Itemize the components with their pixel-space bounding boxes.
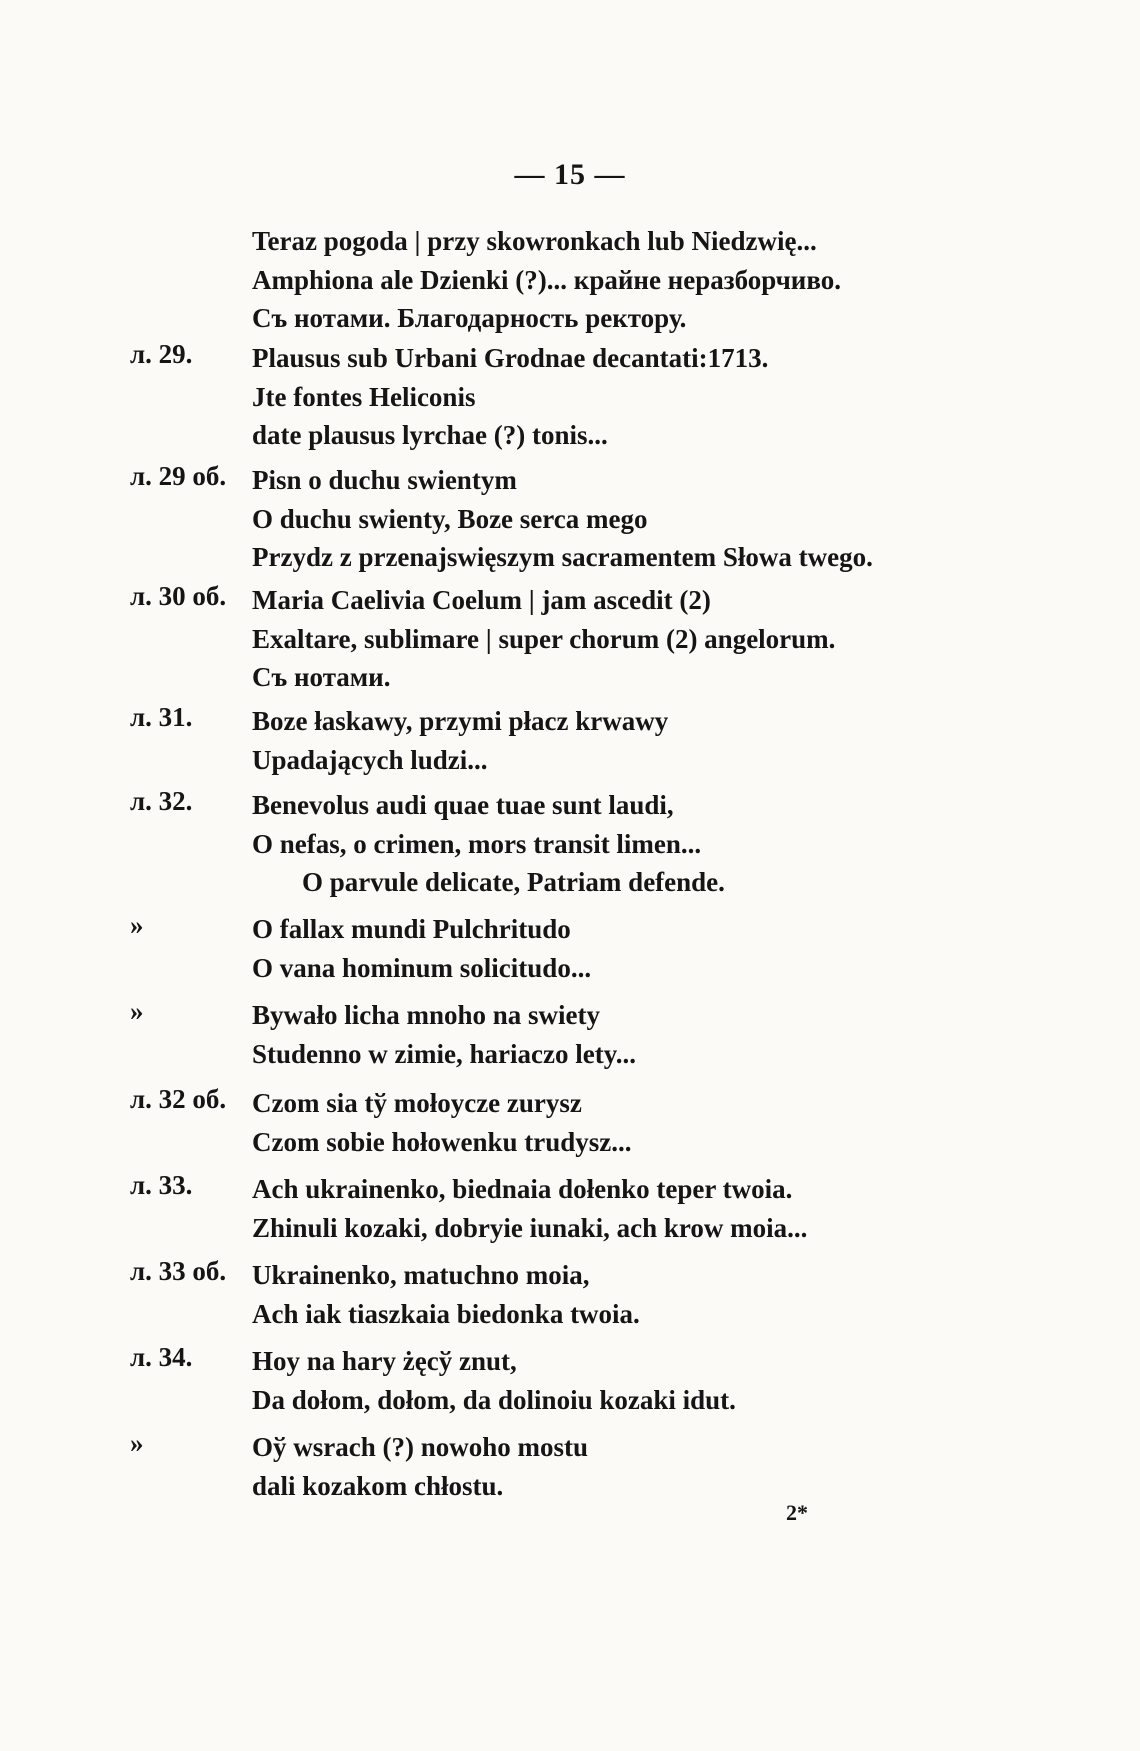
entry-lines: [252, 1256, 1140, 1333]
entry-lines: [252, 1342, 1140, 1419]
entry-lines: [252, 581, 1140, 697]
folio-ref: л. 29.: [130, 339, 193, 369]
entry-line: Hoy na hary żęcў znut,: [252, 1346, 517, 1376]
folio-ref: л. 30 об.: [130, 581, 227, 611]
folio-ref: л. 33 об.: [130, 1256, 227, 1286]
entry-line: O vana hominum solicitudo...: [252, 952, 592, 983]
entry-lines: [252, 1170, 1140, 1247]
entry-line: Jte fontes Heliconis: [252, 381, 476, 412]
folio-ref: л. 33.: [130, 1170, 193, 1200]
entry-lines: [252, 786, 1140, 902]
entry: [0, 910, 1140, 996]
entry: [0, 1256, 1140, 1342]
folio-ref: л. 32 об.: [130, 1084, 227, 1114]
entry: [0, 702, 1140, 786]
entry-line: Upadających ludzi...: [252, 744, 488, 775]
entry-line: Amphiona ale Dzienki (?)... крайне неразборчиво.: [252, 264, 842, 295]
entry-line: Съ нотами. Благодарность ректору.: [252, 303, 687, 333]
entry: [0, 1170, 1140, 1256]
entry: [0, 461, 1140, 581]
entry-line: Ukrainenko, matuchno moia,: [252, 1260, 590, 1290]
entry-lines: [252, 339, 1140, 455]
entry-line: Bywało licha mnoho na swiety: [252, 1000, 601, 1030]
entry-line: O parvule delicate, Patriam defende.: [302, 867, 725, 897]
entry: [0, 1084, 1140, 1170]
entry-line: Maria Caelivia Coelum | jam ascedit (2): [252, 585, 711, 615]
entry-list: [0, 222, 1140, 1514]
entry-lines: [252, 1084, 1140, 1161]
entry-line: Teraz pogoda | przy skowronkach lub Niedzwię...: [252, 226, 817, 256]
entry-line: dali kozakom chłostu.: [252, 1470, 504, 1501]
entry-line: Czom sia tў mołoycze zurysz: [252, 1088, 582, 1118]
entry-line: Przydz z przenajswięszym sacramentem Słowa twego.: [252, 542, 873, 572]
entry: [0, 581, 1140, 702]
ditto-mark: »: [130, 910, 144, 940]
entry-line: Benevolus audi quae tuae sunt laudi,: [252, 790, 674, 820]
entry-lines: [252, 222, 1140, 338]
ditto-mark: »: [130, 1428, 144, 1458]
entry-line: Plausus sub Urbani Grodnae decantati:1713.: [252, 343, 769, 373]
entry: [0, 222, 1140, 339]
entry-line: Exaltare, sublimare | super chorum (2) angelorum.: [252, 623, 836, 654]
entry-line: Boze łaskawy, przymi płacz krwawy: [252, 706, 669, 736]
folio-ref: л. 32.: [130, 786, 193, 816]
entry-lines: [252, 1428, 1140, 1505]
entry-lines: [252, 996, 1140, 1073]
entry: [0, 996, 1140, 1084]
entry-lines: [252, 910, 1140, 987]
entry: [0, 339, 1140, 461]
entry-line: Czom sobie hołowenku trudysz...: [252, 1126, 632, 1157]
entry-line: Pisn o duchu swientym: [252, 465, 517, 495]
folio-ref: л. 29 об.: [130, 461, 227, 491]
entry-line: O nefas, o crimen, mors transit limen...: [252, 828, 702, 859]
folio-ref: л. 31.: [130, 702, 193, 732]
page-number: — 15 —: [514, 158, 626, 191]
entry-line: Zhinuli kozaki, dobryie iunaki, ach krow moia...: [252, 1212, 808, 1243]
entry-line: Ach iak tiaszkaia biedonka twoia.: [252, 1298, 640, 1329]
entry-line: date plausus lyrchae (?) tonis...: [252, 420, 608, 450]
entry-line: Ach ukrainenko, biednaia dołenko teper twoia.: [252, 1174, 793, 1204]
entry-line: Da dołom, dołom, da dolinoiu kozaki idut.: [252, 1384, 736, 1415]
entry: [0, 1428, 1140, 1514]
entry-line: O duchu swienty, Boze serca mego: [252, 503, 648, 534]
folio-ref: л. 34.: [130, 1342, 193, 1372]
entry-line: Studenno w zimie, hariaczo lety...: [252, 1038, 636, 1069]
signature-mark: 2*: [786, 1500, 808, 1525]
entry: [0, 1342, 1140, 1428]
entry-lines: [252, 461, 1140, 577]
entry: [0, 786, 1140, 910]
ditto-mark: »: [130, 996, 144, 1026]
entry-line: Съ нотами.: [252, 662, 391, 692]
entry-line: Oў wsrach (?) nowoho mostu: [252, 1432, 589, 1462]
entry-lines: [252, 702, 1140, 779]
entry-line: O fallax mundi Pulchritudo: [252, 914, 571, 944]
